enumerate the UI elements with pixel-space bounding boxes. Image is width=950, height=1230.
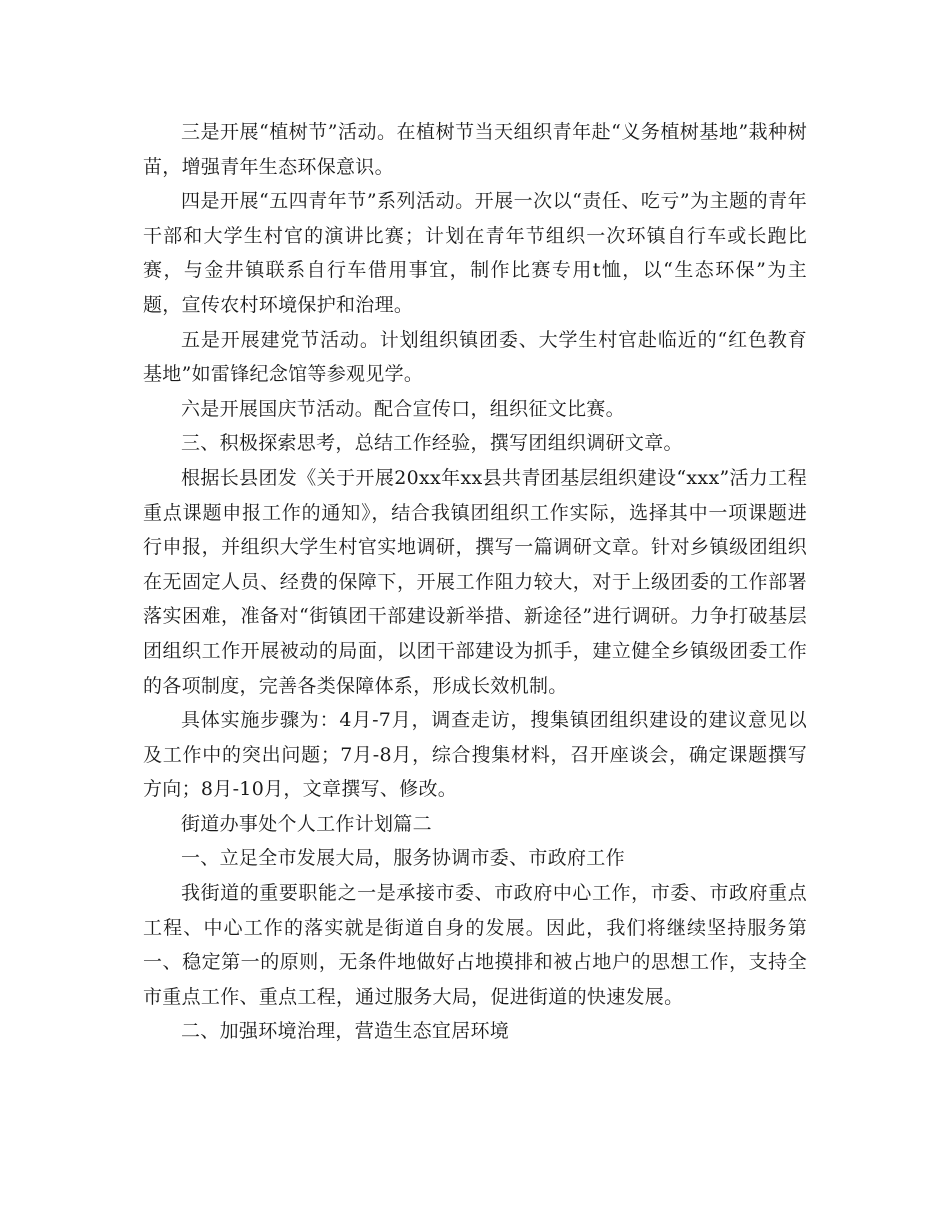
document-body [143,115,807,1049]
document-subtitle: 街道办事处个人工作计划篇二 [181,812,432,835]
section-heading-research: 三、积极探索思考，总结工作经验，撰写团组织调研文章。 [181,432,683,455]
section-heading-development: 一、立足全市发展大局，服务协调市委、市政府工作 [181,847,625,870]
paragraph-party-day: 五是开展建党节活动。计划组织镇团委、大学生村官赴临近的“红色教育基地”如雷锋纪念馆等参观见学。 [143,328,807,386]
paragraph-tree-planting: 三是开展“植树节”活动。在植树节当天组织青年赴“义务植树基地”栽种树苗，增强青年生态环保意识。 [143,121,807,178]
section-heading-environment: 二、加强环境治理，营造生态宜居环境 [181,1020,510,1043]
paragraph-implementation-steps: 具体实施步骤为：4月-7月，调查走访，搜集镇团组织建设的建议意见以及工作中的突出问题；7月-8月，综合搜集材料，召开座谈会，确定课题撰写方向；8月-10月，文章撰写、修改。 [143,709,807,801]
paragraph-youth-day: 四是开展“五四青年节”系列活动。开展一次以“责任、吃亏”为主题的青年干部和大学生村官的演讲比赛；计划在青年节组织一次环镇自行车或长跑比赛，与金井镇联系自行车借用事宜，制作比赛专用t恤，以“生态环保”为主题，宣传农村环境保护和治理。 [143,190,807,316]
paragraph-national-day: 六是开展国庆节活动。配合宣传口，组织征文比赛。 [181,397,625,420]
paragraph-street-functions: 我街道的重要职能之一是承接市委、市政府中心工作，市委、市政府重点工程、中心工作的落实就是街道自身的发展。因此，我们将继续坚持服务第一、稳定第一的原则，无条件地做好占地摸排和被占地户的思想工作，支持全市重点工作、重点工程，通过服务大局，促进街道的快速发展。 [143,882,807,1008]
paragraph-research-topic: 根据长县团发《关于开展20xx年xx县共青团基层组织建设“xxx”活力工程重点课题申报工作的通知》，结合我镇团组织工作实际，选择其中一项课题进行申报，并组织大学生村官实地调研，撰写一篇调研文章。针对乡镇级团组织在无固定人员、经费的保障下，开展工作阻力较大，对于上级团委的工作部署落实困难，准备对“街镇团干部建设新举措、新途径”进行调研。力争打破基层团组织工作开展被动的局面，以团干部建设为抓手，建立健全乡镇级团委工作的各项制度，完善各类保障体系，形成长效机制。 [143,466,807,697]
